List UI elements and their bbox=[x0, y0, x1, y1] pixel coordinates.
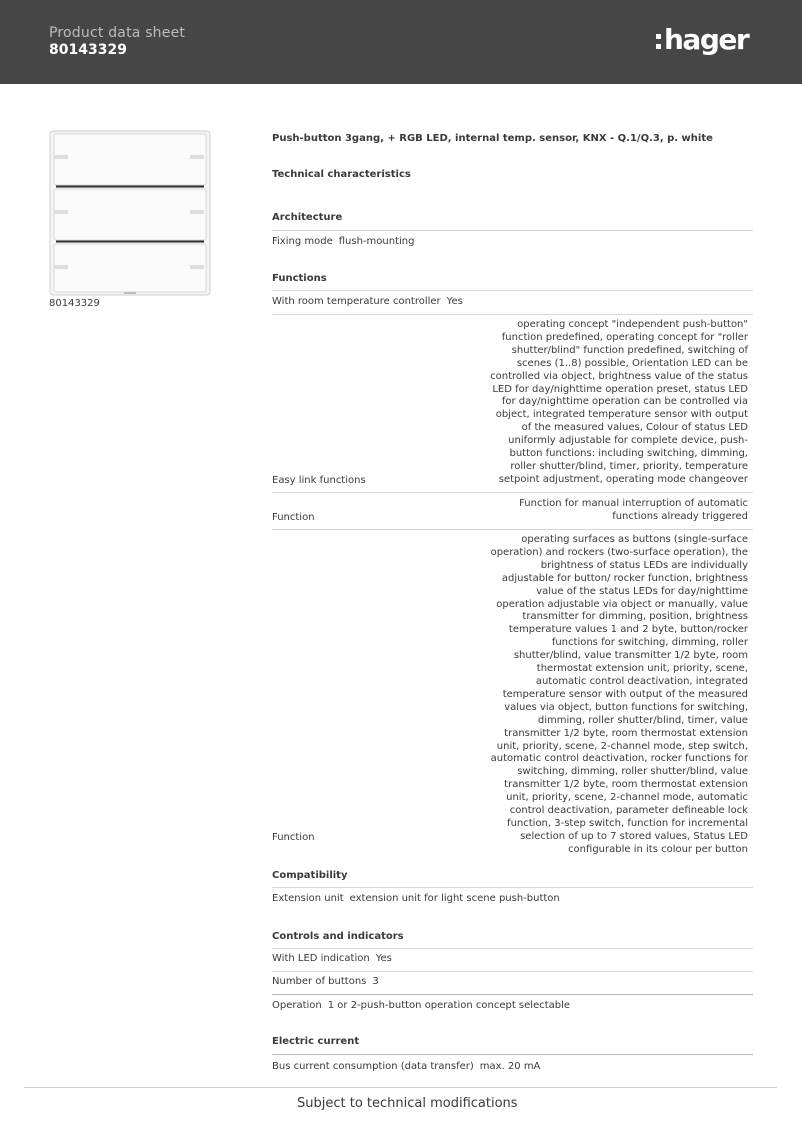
product-number: 80143329 bbox=[49, 298, 100, 309]
spec-label: With room temperature controller bbox=[272, 296, 441, 307]
spec-label-function: Function bbox=[272, 512, 315, 523]
electric-current-heading: Electric current bbox=[272, 1036, 360, 1047]
divider bbox=[272, 887, 753, 888]
page-header bbox=[0, 0, 802, 84]
spec-value: Yes bbox=[375, 953, 392, 964]
technical-characteristics-heading: Technical characteristics bbox=[272, 169, 411, 180]
spec-label: Extension unit bbox=[272, 893, 344, 904]
divider bbox=[272, 529, 753, 530]
spec-label: Bus current consumption (data transfer) bbox=[272, 1061, 474, 1072]
spec-row-led-indication bbox=[272, 953, 392, 964]
push-button-3gang-image bbox=[49, 130, 211, 296]
spec-label: Operation bbox=[272, 1000, 322, 1011]
functions-heading: Functions bbox=[272, 273, 327, 284]
hager-logo bbox=[656, 22, 748, 58]
spec-value-easy-link-functions: operating concept "independent push-button" function predefined, operating concept for "roller shutter/blind" function predefined, switching of scenes (1..8) possible, Orientation LED can be controlled via object, brightness value of the status LED for day/nighttime operation preset, status LED for day/nighttime operation can be controlled via object, integrated temperature sensor with output of the measured values, Colour of status LED uniformly adjustable for complete device, push-button functions: including switching, dimming, roller shutter/blind, timer, priority, temperature setpoint adjustment, operating mode changeover bbox=[490, 319, 748, 485]
spec-label: With LED indication bbox=[272, 953, 370, 964]
spec-row-fixing-mode bbox=[272, 236, 414, 247]
spec-row-room-temperature-controller bbox=[272, 296, 463, 307]
architecture-heading: Architecture bbox=[272, 212, 343, 223]
spec-value: max. 20 mA bbox=[479, 1061, 541, 1072]
spec-label: Fixing mode bbox=[272, 236, 333, 247]
spec-value: flush-mounting bbox=[338, 236, 415, 247]
controls-heading: Controls and indicators bbox=[272, 931, 404, 942]
divider bbox=[272, 230, 753, 231]
spec-row-bus-current bbox=[272, 1061, 540, 1072]
spec-value: 3 bbox=[372, 976, 379, 987]
spec-row-extension-unit bbox=[272, 893, 560, 904]
divider bbox=[272, 1054, 753, 1055]
spec-label: Number of buttons bbox=[272, 976, 367, 987]
spec-value: extension unit for light scene push-button bbox=[349, 893, 560, 904]
spec-value: Yes bbox=[446, 296, 463, 307]
divider bbox=[272, 290, 753, 291]
footer-divider bbox=[24, 1087, 777, 1088]
footer-note: Subject to technical modifications bbox=[297, 1096, 518, 1111]
divider bbox=[272, 971, 753, 972]
document-number: 80143329 bbox=[49, 42, 127, 58]
spec-label-function: Function bbox=[272, 832, 315, 843]
spec-row-operation bbox=[272, 1000, 570, 1011]
divider bbox=[272, 314, 753, 315]
spec-label-easy-link-functions: Easy link functions bbox=[272, 475, 366, 486]
document-type: Product data sheet bbox=[49, 25, 186, 41]
compatibility-heading: Compatibility bbox=[272, 870, 348, 881]
product-title: Push-button 3gang, + RGB LED, internal temp. sensor, KNX - Q.1/Q.3, p. white bbox=[272, 133, 713, 144]
spec-row-number-of-buttons bbox=[272, 976, 379, 987]
logo-dots-icon bbox=[656, 34, 661, 49]
spec-value: 1 or 2-push-button operation concept selectable bbox=[327, 1000, 571, 1011]
logo-wordmark: hager bbox=[664, 23, 749, 56]
divider bbox=[272, 492, 753, 493]
spec-value-function-operating-surfaces: operating surfaces as buttons (single-surface operation) and rockers (two-surface operation), the brightness of status LEDs are individually adjustable for button/ rocker function, brightness value of the status LEDs for day/nighttime operation adjustable via object or manually, value transmitter for dimming, position, brightness temperature values 1 and 2 byte, button/rocker functions for switching, dimming, roller shutter/blind, value transmitter 1/2 byte, room thermostat extension unit, priority, scene, automatic control deactivation, integrated temperature sensor with output of the measured values via object, button functions for switching, dimming, roller shutter/blind, timer, value transmitter 1/2 byte, room thermostat extension unit, priority, scene, 2-channel mode, step switch, automatic control deactivation, rocker functions for switching, dimming, roller shutter/blind, value transmitter 1/2 byte, room thermostat extension unit, priority, scene, 2-channel mode, automatic control deactivation, parameter defineable lock function, 3-step switch, function for incremental selection of up to 7 stored values, Status LED configurable in its colour per button bbox=[490, 534, 748, 855]
divider bbox=[272, 948, 753, 949]
spec-value-function-interruption: Function for manual interruption of automatic functions already triggered bbox=[519, 498, 748, 522]
divider bbox=[272, 994, 753, 995]
